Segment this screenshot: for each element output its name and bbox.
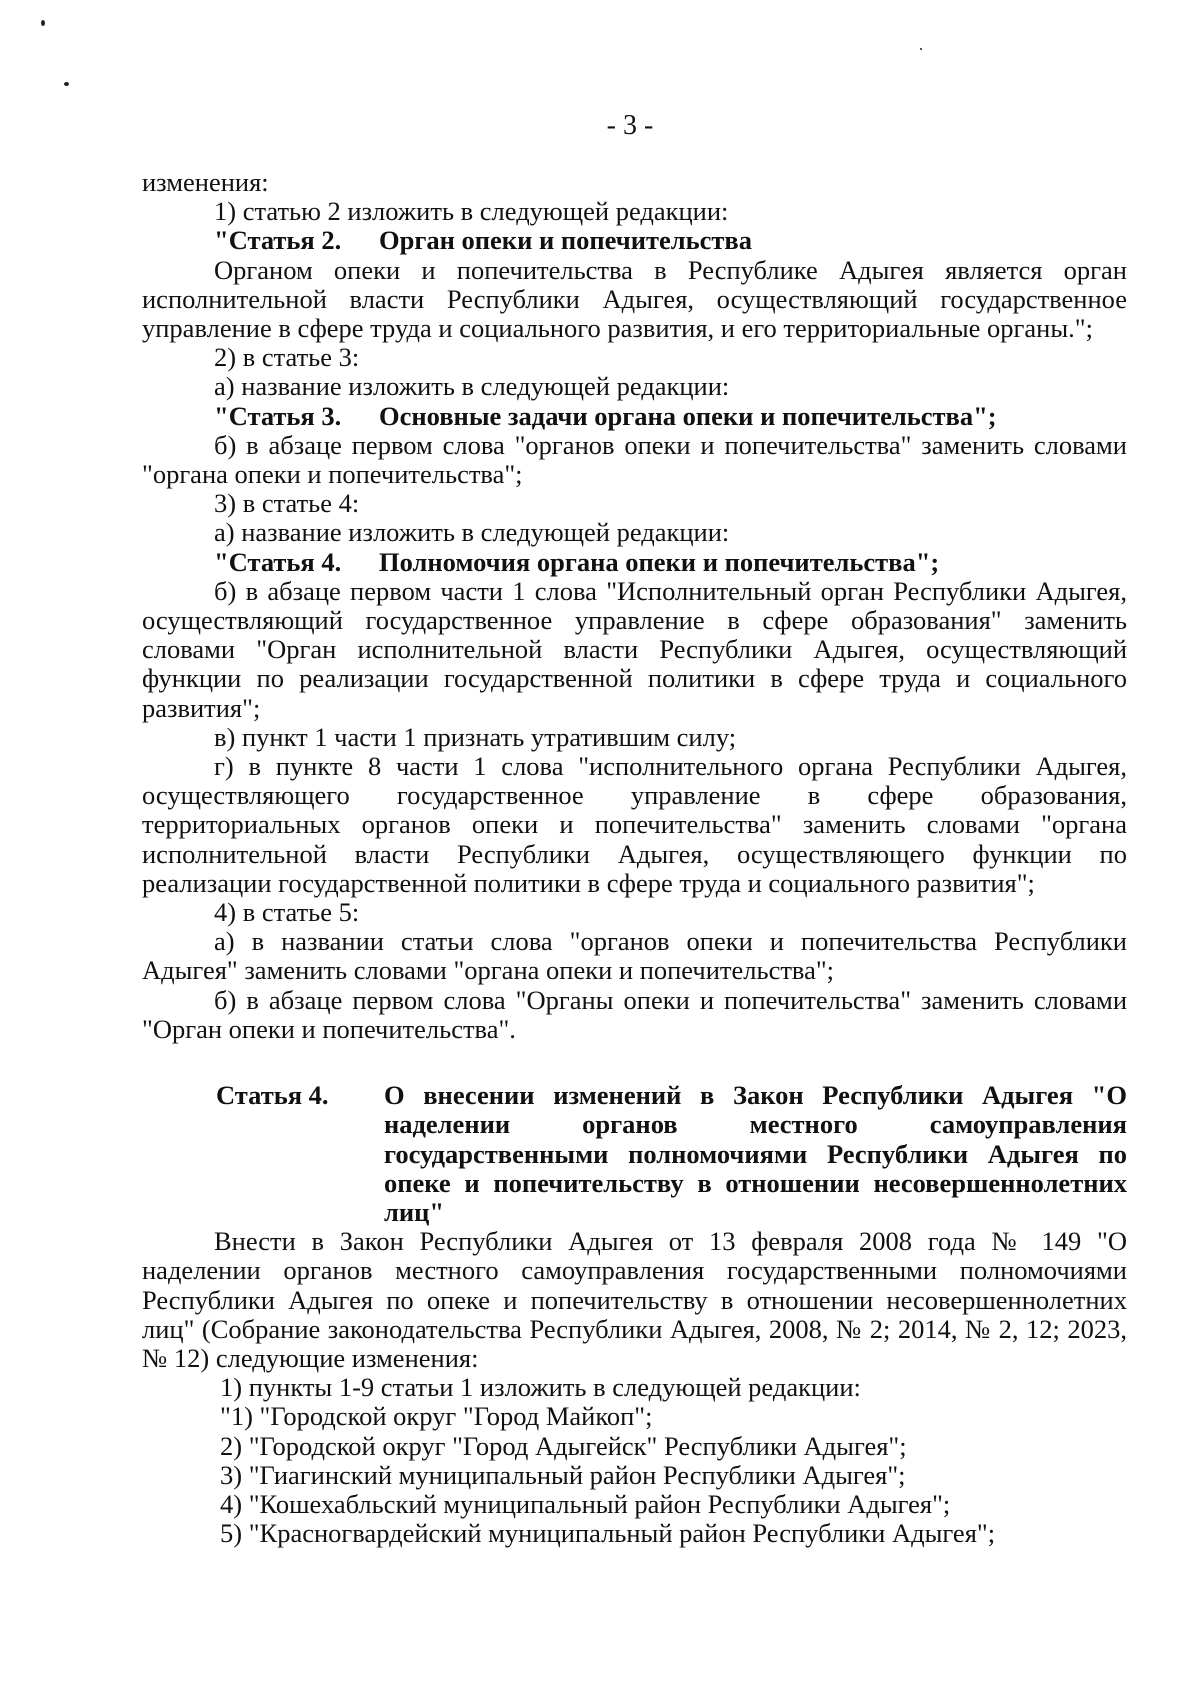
paragraph: 3) в статье 4:: [214, 488, 360, 519]
paragraph: а) название изложить в следующей редакции:: [214, 517, 730, 548]
article-4-heading-quoted: [142, 548, 1127, 577]
paragraph: б) в абзаце первом слова "Органы опеки и попечительства" заменить словами "Орган опеки и попечительства".: [142, 984, 1127, 1044]
list-item: 2) "Городской округ "Город Адыгейск" Республики Адыгея";: [220, 1430, 907, 1461]
paragraph: а) название изложить в следующей редакции:: [214, 371, 730, 402]
article-2-heading: [142, 226, 1127, 255]
scan-speck: [64, 82, 69, 86]
article-number: "Статья 2.: [214, 225, 342, 256]
list-item: "1) "Городской округ "Город Майкоп";: [220, 1401, 653, 1432]
paragraph: б) в абзаце первом части 1 слова "Исполнительный орган Республики Адыгея, осуществляющий государственное управление в сфере образования" заменить словами "Орган исполнительной власти Республики Адыгея, осуществляющий функции по реализации государственной политики в сфере труда и социального развития";: [142, 575, 1127, 723]
document-body: [142, 168, 1127, 1548]
article-number: Статья 4.: [216, 1080, 329, 1111]
list-item: 1) пункты 1-9 статьи 1 изложить в следующей редакции:: [220, 1372, 861, 1403]
scan-speck: [920, 48, 922, 50]
article-3-heading: [142, 402, 1127, 431]
paragraph: б) в абзаце первом слова "органов опеки и попечительства" заменить словами "органа опеки и попечительства";: [142, 429, 1127, 490]
paragraph: 1) статью 2 изложить в следующей редакции:: [214, 196, 729, 227]
paragraph: изменения:: [142, 167, 269, 197]
paragraph: 2) в статье 3:: [214, 342, 360, 373]
article-title: Основные задачи органа опеки и попечительства";: [379, 400, 997, 431]
article-title: Полномочия органа опеки и попечительства";: [379, 546, 940, 577]
scan-speck: [41, 20, 45, 26]
page-number: - 3 -: [606, 110, 654, 141]
paragraph: а) в названии статьи слова "органов опеки и попечительства Республики Адыгея" заменить словами "органа опеки и попечительства";: [142, 926, 1127, 986]
article-4-heading: [142, 1081, 1127, 1227]
paragraph: Органом опеки и попечительства в Республике Адыгея является орган исполнительной власти Республики Адыгея, осуществляющий государственное управление в сфере труда и социального развития, и его территориальные органы.";: [142, 254, 1127, 344]
list-item: 4) "Кошехабльский муниципальный район Республики Адыгея";: [220, 1488, 951, 1519]
list-item: 3) "Гиагинский муниципальный район Республики Адыгея";: [220, 1459, 906, 1490]
article-title: О внесении изменений в Закон Республики Адыгея "О наделении органов местного самоуправления государственными полномочиями Республики Адыгея по опеке и попечительству в отношении несовершеннолетних лиц": [384, 1080, 1127, 1227]
article-number: "Статья 4.: [214, 546, 342, 577]
article-title: Орган опеки и попечительства: [379, 225, 752, 256]
paragraph: Внести в Закон Республики Адыгея от 13 февраля 2008 года № 149 "О наделении органов местного самоуправления государственными полномочиями Республики Адыгея по опеке и попечительству в отношении несовершеннолетних лиц" (Собрание законодательства Республики Адыгея, 2008, № 2; 2014, № 2, 12; 2023, № 12) следующие изменения:: [142, 1226, 1127, 1373]
paragraph: г) в пункте 8 части 1 слова "исполнительного органа Республики Адыгея, осуществляющего государственное управление в сфере образования, территориальных органов опеки и попечительства" заменить словами "органа исполнительной власти Республики Адыгея, осуществляющего функции по реализации государственной политики в сфере труда и социального развития";: [142, 751, 1127, 898]
list-item: 5) "Красногвардейский муниципальный район Республики Адыгея";: [220, 1518, 996, 1549]
article-number: "Статья 3.: [214, 400, 342, 431]
paragraph: 4) в статье 5:: [214, 897, 360, 928]
paragraph: в) пункт 1 части 1 признать утратившим силу;: [214, 721, 737, 752]
